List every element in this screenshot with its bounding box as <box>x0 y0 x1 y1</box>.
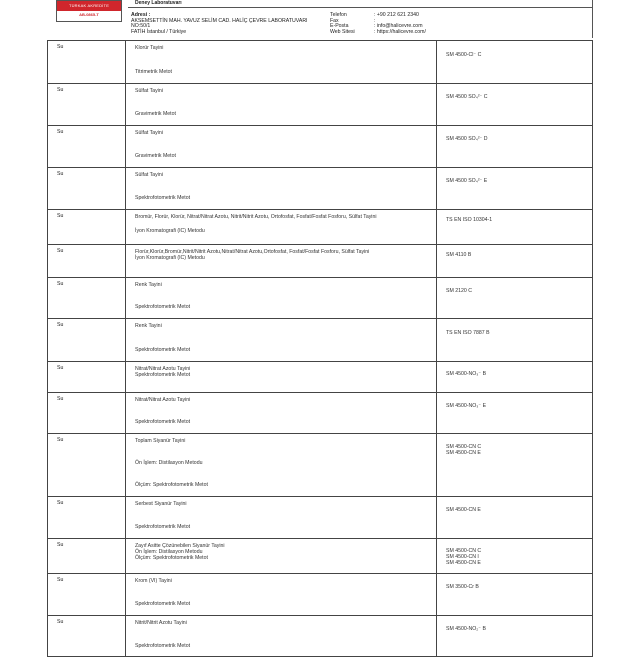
lab-title: Deney Laboratuvarı <box>135 0 182 6</box>
logo-text: TÜRKAK AKREDİTE <box>68 3 110 8</box>
table-row <box>47 497 593 539</box>
table-row <box>47 168 593 210</box>
test-method: Spektrofotometrik Metot <box>135 304 191 310</box>
method-reference: SM 2120 C <box>446 288 472 294</box>
test-method: Ölçüm: Spektrofotometrik Metot <box>135 482 208 488</box>
method-reference: SM 4500-NO₃⁻ E <box>446 403 487 409</box>
method-reference: TS EN ISO 7887 B <box>446 330 490 336</box>
fax-value: : <box>374 17 376 24</box>
table-row <box>47 126 593 168</box>
material-cell: Su <box>57 577 64 583</box>
contact-key: Web Sitesi <box>330 28 355 35</box>
table-row <box>47 434 593 497</box>
method-reference: SM 4500-Cl⁻ C <box>446 52 482 58</box>
contact-key: E-Posta <box>330 23 349 29</box>
table-row <box>47 41 593 84</box>
test-method: İyon Kromatografi (IC) Metodu <box>135 228 205 234</box>
test-name: Nitrit/Nitrit Azotu Tayini <box>135 620 187 626</box>
contact-key: Fax <box>330 17 339 24</box>
test-name: Zayıf Asitte Çözünebilen Siyanür Tayini <box>135 543 225 549</box>
contact-block <box>330 13 426 35</box>
test-name: Krom (VI) Tayini <box>135 578 172 584</box>
test-method: Gravimetrik Metot <box>135 153 176 159</box>
material-cell: Su <box>57 171 64 177</box>
test-name: Sülfat Tayini <box>135 130 163 136</box>
material-cell: Su <box>57 44 64 50</box>
material-cell: Su <box>57 437 64 443</box>
method-reference: SM 4500-NO₃⁻ B <box>446 371 487 377</box>
test-name: Renk Tayini <box>135 282 162 288</box>
test-method: Spektrofotometrik Metot <box>135 372 191 378</box>
method-reference: SM 4500-CN E <box>446 507 481 513</box>
method-reference: SM 4500 SO₄²⁻ C <box>446 94 488 100</box>
test-method: Gravimetrik Metot <box>135 111 176 117</box>
method-reference: SM 4500-CN E <box>446 560 481 566</box>
method-reference: TS EN ISO 10304-1 <box>446 217 493 223</box>
test-name: Serbest Siyanür Tayini <box>135 501 187 507</box>
test-method: Ölçüm: Spektrofotometrik Metot <box>135 555 208 561</box>
material-cell: Su <box>57 365 64 371</box>
material-cell: Su <box>57 248 64 254</box>
address-line: AKSEMSETTİN MAH. YAVUZ SELİM CAD. HALİÇ ÇEVRE LABORATUVARI NO:50/1 <box>131 17 308 29</box>
method-reference: SM 4500-CN E <box>446 450 481 456</box>
material-cell: Su <box>57 396 64 402</box>
method-reference: SM 4500 SO₄²⁻ E <box>446 178 488 184</box>
table-row <box>47 319 593 362</box>
website-link[interactable]: : https://halicevre.com/ <box>374 28 426 35</box>
table-row <box>47 574 593 616</box>
method-reference: SM 4500-CN C <box>446 444 482 450</box>
method-reference: SM 3500-Cr B <box>446 584 479 590</box>
header-border <box>592 0 593 38</box>
table-row <box>47 539 593 574</box>
method-reference: SM 4500-CN C <box>446 548 482 554</box>
test-method: Spektrofotometrik Metot <box>135 643 191 649</box>
test-method: Spektrofotometrik Metot <box>135 195 191 201</box>
table-row <box>47 616 593 657</box>
material-cell: Su <box>57 213 64 219</box>
table-row <box>47 210 593 245</box>
material-cell: Su <box>57 500 64 506</box>
test-method: Spektrofotometrik Metot <box>135 419 191 425</box>
accreditation-logo <box>56 0 122 22</box>
test-method: Spektrofotometrik Metot <box>135 601 191 607</box>
material-cell: Su <box>57 281 64 287</box>
test-method: Spektrofotometrik Metot <box>135 347 191 353</box>
logo-code: AB-0865-T <box>79 12 99 17</box>
test-name: Nitrat/Nitrat Azotu Tayini <box>135 366 191 372</box>
method-reference: SM 4500-CN I <box>446 554 479 560</box>
test-name: Sülfat Tayini <box>135 88 163 94</box>
test-name: Florür,Klorür,Bromür,Nitrit/Nitrit Azotu,Nitrat/Nitrat Azotu,Ortofosfat, Fosfat/Fosfat Fosforu, Sülfat Tayini <box>135 249 370 255</box>
test-name: Nitrat/Nitrat Azotu Tayini <box>135 397 191 403</box>
material-cell: Su <box>57 542 64 548</box>
test-method: Titrimetrik Metot <box>135 69 172 75</box>
test-name: Bromür, Florür, Klorür, Nitrat/Nitrat Azotu, Nitrit/Nitrit Azotu, Ortofosfat, Fosfat/Fosfat Fosforu, Sülfat Tayini <box>135 214 377 220</box>
material-cell: Su <box>57 619 64 625</box>
table-row <box>47 278 593 319</box>
address-line: FATİH İstanbul / Türkiye <box>131 28 187 35</box>
test-pretreatment: Ön İşlem: Distilasyon Metodu <box>135 549 203 555</box>
email-link[interactable]: : info@halicevre.com <box>374 23 423 29</box>
header-rule <box>128 7 592 8</box>
table-row <box>47 393 593 434</box>
method-reference: SM 4110 B <box>446 252 472 258</box>
material-cell: Su <box>57 322 64 328</box>
table-row <box>47 362 593 393</box>
material-cell: Su <box>57 87 64 93</box>
test-name: Klorür Tayini <box>135 45 164 51</box>
test-pretreatment: Ön İşlem: Distilasyon Metodu <box>135 460 203 466</box>
test-name: Renk Tayini <box>135 323 162 329</box>
address-block <box>131 13 326 35</box>
test-method: İyon Kromatografi (IC) Metodu <box>135 255 205 261</box>
material-cell: Su <box>57 129 64 135</box>
phone-value: : +90 212 621 2340 <box>374 12 419 18</box>
table-row <box>47 245 593 278</box>
method-reference: SM 4500-NO₂⁻ B <box>446 626 486 632</box>
test-method: Spektrofotometrik Metot <box>135 524 191 530</box>
scope-table <box>47 40 593 657</box>
test-name: Sülfat Tayini <box>135 172 163 178</box>
contact-key: Telefon <box>330 12 347 18</box>
test-name: Toplam Siyanür Tayini <box>135 438 186 444</box>
address-label: Adresi : <box>131 12 151 18</box>
method-reference: SM 4500 SO₄²⁻ D <box>446 136 488 142</box>
table-row <box>47 84 593 126</box>
